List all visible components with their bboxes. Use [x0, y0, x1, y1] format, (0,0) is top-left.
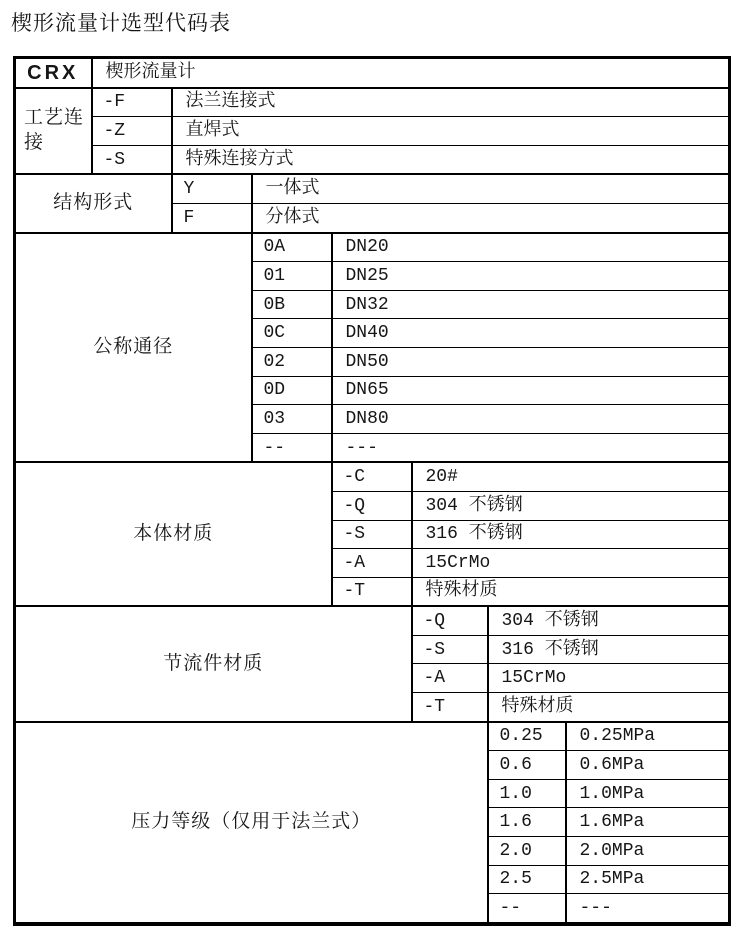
section-label-nominal-diameter: 公称通径 — [15, 233, 252, 463]
table-row — [15, 145, 730, 174]
code-cell: 1.6 — [488, 808, 566, 837]
code-cell: -C — [332, 462, 412, 491]
desc-cell: 一体式 — [252, 174, 730, 203]
desc-cell: 316 不锈钢 — [412, 520, 730, 549]
section-label-process-connection: 工艺连接 — [15, 88, 92, 175]
code-cell: 2.5 — [488, 865, 566, 894]
desc-cell: 1.0MPa — [566, 779, 730, 808]
section-label-throttle-material: 节流件材质 — [15, 606, 412, 721]
desc-cell: DN65 — [332, 376, 730, 405]
code-cell: -Q — [332, 491, 412, 520]
desc-cell: 直焊式 — [172, 117, 730, 146]
desc-cell: DN50 — [332, 347, 730, 376]
document-page — [0, 9, 739, 926]
code-cell: 0.25 — [488, 722, 566, 751]
code-cell: -F — [92, 88, 172, 117]
code-cell: 01 — [252, 262, 332, 291]
product-name-cell: 楔形流量计 — [92, 58, 730, 88]
table-row — [15, 606, 730, 635]
desc-cell: 20# — [412, 462, 730, 491]
desc-cell: DN32 — [332, 290, 730, 319]
code-cell: -Z — [92, 117, 172, 146]
code-cell: 0A — [252, 233, 332, 262]
desc-cell: DN40 — [332, 319, 730, 348]
code-cell: -- — [252, 433, 332, 462]
page-title: 楔形流量计选型代码表 — [11, 11, 231, 35]
code-cell: -A — [412, 664, 488, 693]
code-cell: -S — [92, 145, 172, 174]
desc-cell: 2.5MPa — [566, 865, 730, 894]
code-cell: -T — [412, 693, 488, 722]
table-row — [15, 117, 730, 146]
desc-cell: 0.25MPa — [566, 722, 730, 751]
desc-cell: 2.0MPa — [566, 837, 730, 866]
product-code-cell: CRX — [15, 58, 92, 88]
code-cell: 0.6 — [488, 751, 566, 780]
code-cell: -S — [332, 520, 412, 549]
desc-cell: 特殊材质 — [488, 693, 730, 722]
code-cell: 2.0 — [488, 837, 566, 866]
desc-cell: DN80 — [332, 405, 730, 434]
table-row — [15, 233, 730, 262]
desc-cell: 法兰连接式 — [172, 88, 730, 117]
desc-cell: 分体式 — [252, 203, 730, 232]
code-cell: 0D — [252, 376, 332, 405]
code-cell: -A — [332, 549, 412, 578]
desc-cell: 316 不锈钢 — [488, 635, 730, 664]
desc-cell: 特殊材质 — [412, 577, 730, 606]
code-cell: 1.0 — [488, 779, 566, 808]
code-cell: 03 — [252, 405, 332, 434]
code-cell: 0C — [252, 319, 332, 348]
desc-cell: 1.6MPa — [566, 808, 730, 837]
desc-cell: 304 不锈钢 — [412, 491, 730, 520]
desc-cell: --- — [332, 433, 730, 462]
code-cell: -Q — [412, 606, 488, 635]
desc-cell: 15CrMo — [412, 549, 730, 578]
code-cell: -S — [412, 635, 488, 664]
table-row — [15, 88, 730, 117]
code-cell: -- — [488, 894, 566, 924]
desc-cell: DN20 — [332, 233, 730, 262]
code-cell: 0B — [252, 290, 332, 319]
desc-cell: 0.6MPa — [566, 751, 730, 780]
desc-cell: 304 不锈钢 — [488, 606, 730, 635]
code-cell: -T — [332, 577, 412, 606]
code-cell: Y — [172, 174, 252, 203]
desc-cell: --- — [566, 894, 730, 924]
desc-cell: 特殊连接方式 — [172, 145, 730, 174]
table-row — [15, 722, 730, 751]
table-row — [15, 174, 730, 203]
table-row-product — [15, 58, 730, 88]
code-cell: F — [172, 203, 252, 232]
desc-cell: 15CrMo — [488, 664, 730, 693]
selection-code-table — [13, 56, 731, 926]
section-label-structure-type: 结构形式 — [15, 174, 172, 232]
section-label-body-material: 本体材质 — [15, 462, 332, 606]
table-row — [15, 462, 730, 491]
code-cell: 02 — [252, 347, 332, 376]
section-label-pressure-rating: 压力等级（仅用于法兰式） — [15, 722, 488, 924]
desc-cell: DN25 — [332, 262, 730, 291]
